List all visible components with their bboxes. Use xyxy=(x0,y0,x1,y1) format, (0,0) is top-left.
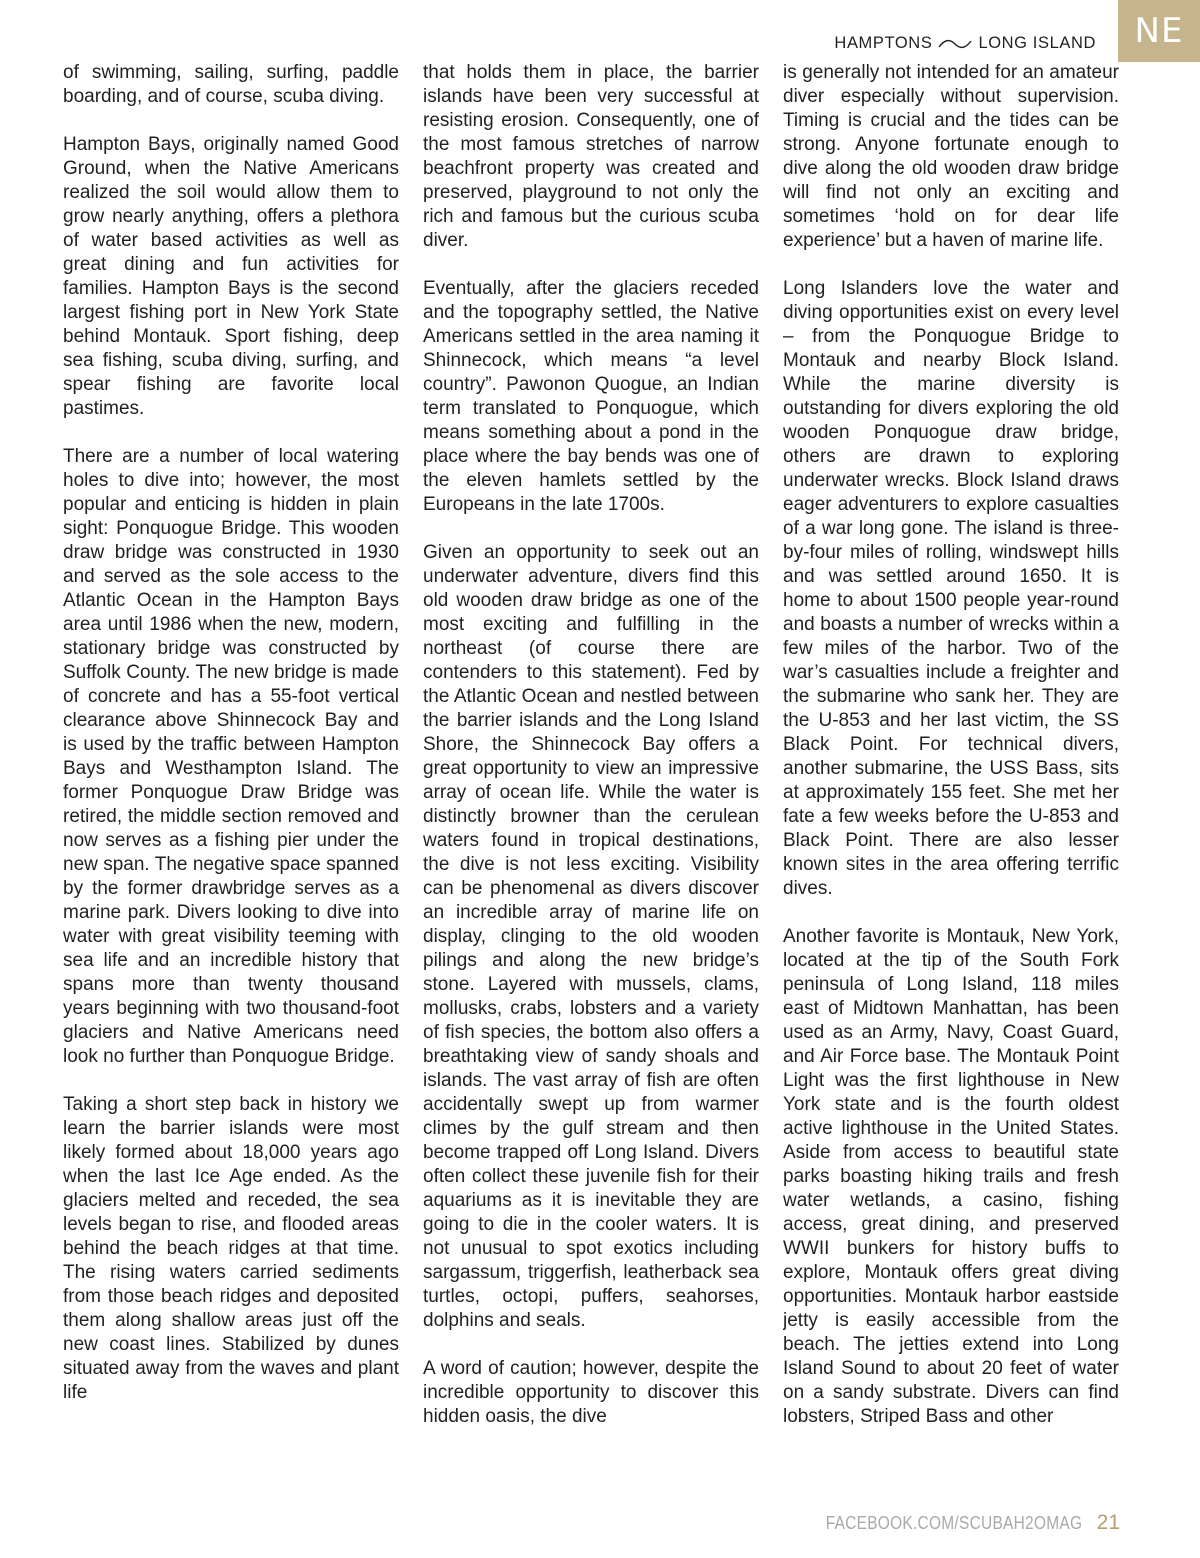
paragraph: A word of caution; however, despite the incredible opportunity to discover this hidden oasis, the dive xyxy=(423,1358,759,1427)
page-footer xyxy=(784,1505,1120,1541)
paragraph: Another favorite is Montauk, New York, located at the tip of the South Fork peninsula of Long Island, 118 miles east of Midtown Manhattan, has been used as an Army, Navy, Coast Guard, and Air Force base. The Montauk Point Light was the first lighthouse in New York state and is the fourth oldest active lighthouse in the United States. Aside from access to beautiful state parks boasting hiking trails and fresh water wetlands, a casino, fishing access, great dining, and preserved WWII bunkers for history buffs to explore, Montauk offers great diving opportunities. Montauk harbor eastside jetty is easily accessible from the beach. The jetties extend into Long Island Sound to about 20 feet of water on a sandy substrate. Divers can find lobsters, Striped Bass and other xyxy=(783,926,1119,1427)
page-number: 21 xyxy=(1096,1511,1120,1534)
paragraph: Eventually, after the glaciers receded and the topography settled, the Native Americans settled in the area naming it Shinnecock, which means “a level country”. Pawonon Quogue, an Indian term translated to Ponquogue, which means something about a pond in the place where the bay bends was one of the eleven hamlets settled by the Europeans in the late 1700s. xyxy=(423,278,759,515)
region-tab: NE xyxy=(1118,0,1200,62)
paragraph: Long Islanders love the water and diving opportunities exist on every level – from the Ponquogue Bridge to Montauk and nearby Block Island. While the marine diversity is outstanding for divers exploring the old wooden Ponquogue draw bridge, others are drawn to exploring underwater wrecks. Block Island draws eager adventurers to explore casualties of a war long gone. The island is three-by-four miles of rolling, windswept hills and was settled around 1650. It is home to about 1500 people year-round and boasts a number of wrecks within a few miles of the harbor. Two of the war’s casualties include a freighter and the submarine who sank her. They are the U-853 and her last victim, the SS Black Point. For technical divers, another submarine, the USS Bass, sits at approximately 155 feet. She met her fate a few weeks before the U-853 and Black Point. There are also lesser known sites in the area offering terrific dives. xyxy=(783,278,1119,899)
paragraph: Hampton Bays, originally named Good Ground, when the Native Americans realized the soil would allow them to grow nearly anything, offers a plethora of water based activities as well as great dining and fun activities for families. Hampton Bays is the second largest fishing port in New York State behind Montauk. Sport fishing, deep sea fishing, scuba diving, surfing, and spear fishing are favorite local pastimes. xyxy=(63,134,399,419)
paragraph: that holds them in place, the barrier islands have been very successful at resisting erosion. Consequently, one of the most famous stretches of narrow beachfront property was created and preserved, playground to not only the rich and famous but the curious scuba diver. xyxy=(423,62,759,251)
header-right: LONG ISLAND xyxy=(978,34,1096,52)
paragraph: Given an opportunity to seek out an underwater adventure, divers find this old wooden draw bridge as one of the most exciting and fulfilling in the northeast (of course there are contenders to this statement). Fed by the Atlantic Ocean and nestled between the barrier islands and the Long Island Shore, the Shinnecock Bay offers a great opportunity to view an impressive array of ocean life. While the water is distinctly browner than the cerulean waters found in tropical destinations, the dive is not less exciting. Visibility can be phenomenal as divers discover an incredible array of marine life on display, clinging to the old wooden pilings and along the new bridge’s stone. Layered with mussels, clams, mollusks, crabs, lobsters and a variety of fish species, the bottom also offers a breathtaking view of sandy shoals and islands. The vast array of fish are often accidentally swept up from warmer climes by the gulf stream and then become trapped off Long Island. Divers often collect these juvenile fish for their aquariums as it is inevitable they are going to die in the cooler waters. It is not unusual to spot exotics including sargassum, triggerfish, leatherback sea turtles, octopi, puffers, seahorses, dolphins and seals. xyxy=(423,542,759,1331)
header-left: HAMPTONS xyxy=(834,34,933,52)
section-header xyxy=(834,34,1096,53)
article-column-3 xyxy=(783,61,1119,1501)
paragraph: is generally not intended for an amateur diver especially without supervision. Timing is crucial and the tides can be strong. Anyone fortunate enough to dive along the old wooden draw bridge will find not only an exciting and sometimes ‘hold on for dear life experience’ but a haven of marine life. xyxy=(783,62,1119,251)
wave-icon xyxy=(938,38,972,50)
paragraph: There are a number of local watering holes to dive into; however, the most popular and enticing is hidden in plain sight: Ponquogue Bridge. This wooden draw bridge was constructed in 1930 and served as the sole access to the Atlantic Ocean in the Hampton Bays area until 1986 when the new, modern, stationary bridge was constructed by Suffolk County. The new bridge is made of concrete and has a 55-foot vertical clearance above Shinnecock Bay and is used by the traffic between Hampton Bays and Westhampton Island. The former Ponquogue Draw Bridge was retired, the middle section removed and now serves as a fishing pier under the new span. The negative space spanned by the former drawbridge serves as a marine park. Divers looking to dive into water with great visibility teeming with sea life and an incredible history that spans more than twenty thousand years beginning with two thousand-foot glaciers and Native Americans need look no further than Ponquogue Bridge. xyxy=(63,446,399,1067)
paragraph: Taking a short step back in history we learn the barrier islands were most likely formed about 18,000 years ago when the last Ice Age ended. As the glaciers melted and receded, the sea levels began to rise, and flooded areas behind the beach ridges at that time. The rising waters carried sediments from those beach ridges and deposited them along shallow areas just off the new coast lines. Stabilized by dunes situated away from the waves and plant life xyxy=(63,1094,399,1403)
article-column-2 xyxy=(423,61,759,1501)
facebook-link[interactable]: FACEBOOK.COM/SCUBAH2OMAG xyxy=(826,1512,1083,1533)
paragraph: of swimming, sailing, surfing, paddle boarding, and of course, scuba diving. xyxy=(63,62,399,107)
article-column-1 xyxy=(63,61,399,1501)
